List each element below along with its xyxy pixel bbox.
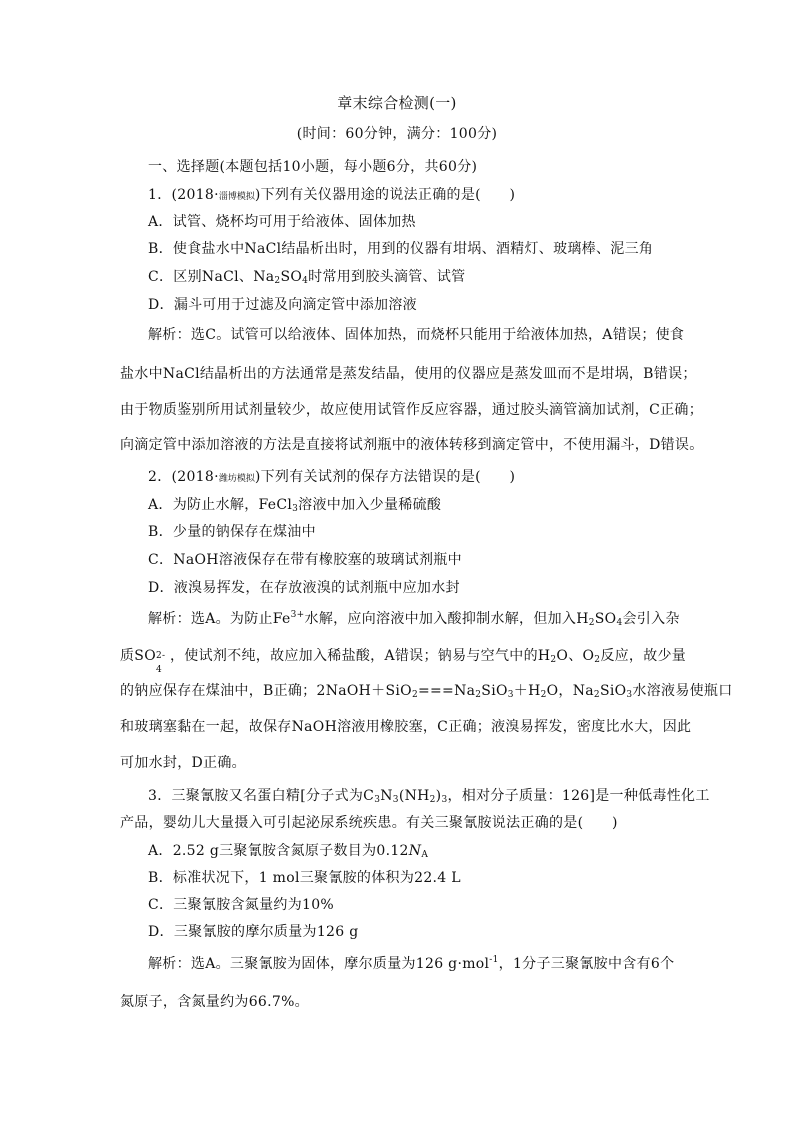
question-2-option-a: A．为防止水解，FeCl$_3$溶液中加入少量稀硫酸 [148,497,442,514]
question-2-analysis-line-1: 解析：选A。为防止$Fe^{3+}$水解，应向溶液中加入酸抑制水解，但加入$H_2SO_4$会引入杂 [148,610,680,628]
question-1-source: 淄博模拟 [218,192,255,202]
question-2-analysis-line-5: 可加水封，D正确。 [120,755,246,771]
question-3-analysis-line-2: 氮原子，含氮量约为66.7%。 [120,994,309,1010]
question-1-option-d: D．漏斗可用于过滤及向滴定管中添加溶液 [148,297,417,313]
question-1-analysis-line-4: 向滴定管中添加溶液的方法是直接将试剂瓶中的液体转移到滴定管中，不使用漏斗，D错误。 [120,437,704,453]
question-3-analysis-line-1: 解析：选A。三聚氰胺为固体，摩尔质量为126 g·mol$^{-1}$，1分子三聚氰胺中含有6个 [148,955,675,972]
question-2-option-b: B．少量的钠保存在煤油中 [148,524,316,540]
question-2-analysis-line-2: 质SO 2- 4 ，使试剂不纯，故应加入稀盐酸，A错误；钠易与空气中的$H_2O$、$O_2$反应，故少量 [120,648,687,675]
question-1-option-b: B．使食盐水中NaCl结晶析出时，用到的仪器有坩埚、酒精灯、玻璃棒、泥三角 [148,241,654,257]
question-2-option-c: C．NaOH溶液保存在带有橡胶塞的玻璃试剂瓶中 [148,552,462,568]
question-1-analysis-line-2: 盐水中NaCl结晶析出的方法通常是蒸发结晶，使用的仪器应是蒸发皿而不是坩埚，B错误； [120,366,697,382]
question-3-stem-line-1: 3．三聚氰胺又名蛋白精[分子式为$C_3N_3(NH_2)_3$，相对分子质量：126]是一种低毒性化工 [148,788,710,805]
question-1-option-a: A．试管、烧杯均可用于给液体、固体加热 [148,214,416,230]
question-3-option-d: D．三聚氰胺的摩尔质量为126 g [148,924,359,940]
question-2-analysis-line-3: 的钠应保存在煤油中，B正确；$2NaOH+SiO_2===Na_2SiO_3+H_2O$，$Na_2SiO_3$水溶液易使瓶口 [120,683,733,700]
section-heading: 一、选择题(本题包括10小题，每小题6分，共60分) [148,159,478,175]
question-3-option-b: B．标准状况下，1 mol三聚氰胺的体积为22.4 L [148,870,461,886]
question-2-source: 潍坊模拟 [218,474,255,484]
question-1-text: )下列有关仪器用途的说法正确的是( ) [254,187,516,203]
question-1-stem [148,186,515,206]
question-3-stem-line-2: 产品，婴幼儿大量摄入可引起泌尿系统疾患。有关三聚氰胺说法正确的是( ) [120,815,618,831]
question-1-analysis-line-3: 由于物质鉴别所用试剂量较少，故应使用试管作反应容器，通过胶头滴管滴加试剂，C正确； [120,402,704,418]
question-2-text: )下列有关试剂的保存方法错误的是( ) [254,469,516,485]
page-subtitle: (时间：60分钟，满分：100分) [296,126,498,142]
question-2-analysis-line-4: 和玻璃塞黏在一起，故保存NaOH溶液用橡胶塞，C正确；液溴易挥发，密度比水大，因此 [120,719,692,735]
question-2-option-d: D．液溴易挥发，在存放液溴的试剂瓶中应加水封 [148,580,460,596]
question-1-analysis-line-1: 解析：选C。试管可以给液体、固体加热，而烧杯只能用于给液体加热，A错误；使食 [148,327,685,343]
question-3-option-a: A．2.52 g三聚氰胺含氮原子数目为$0.12N_A$ [148,843,429,860]
question-3-option-c: C．三聚氰胺含氮量约为10% [148,897,335,913]
page-title: 章末综合检测(一) [337,94,457,112]
question-2-stem [148,468,515,488]
question-1-option-c: C．区别NaCl、$Na_2SO_4$时常用到胶头滴管、试管 [148,269,466,286]
question-1-number: 1．(2018· [148,187,219,203]
question-2-number: 2．(2018· [148,469,219,485]
